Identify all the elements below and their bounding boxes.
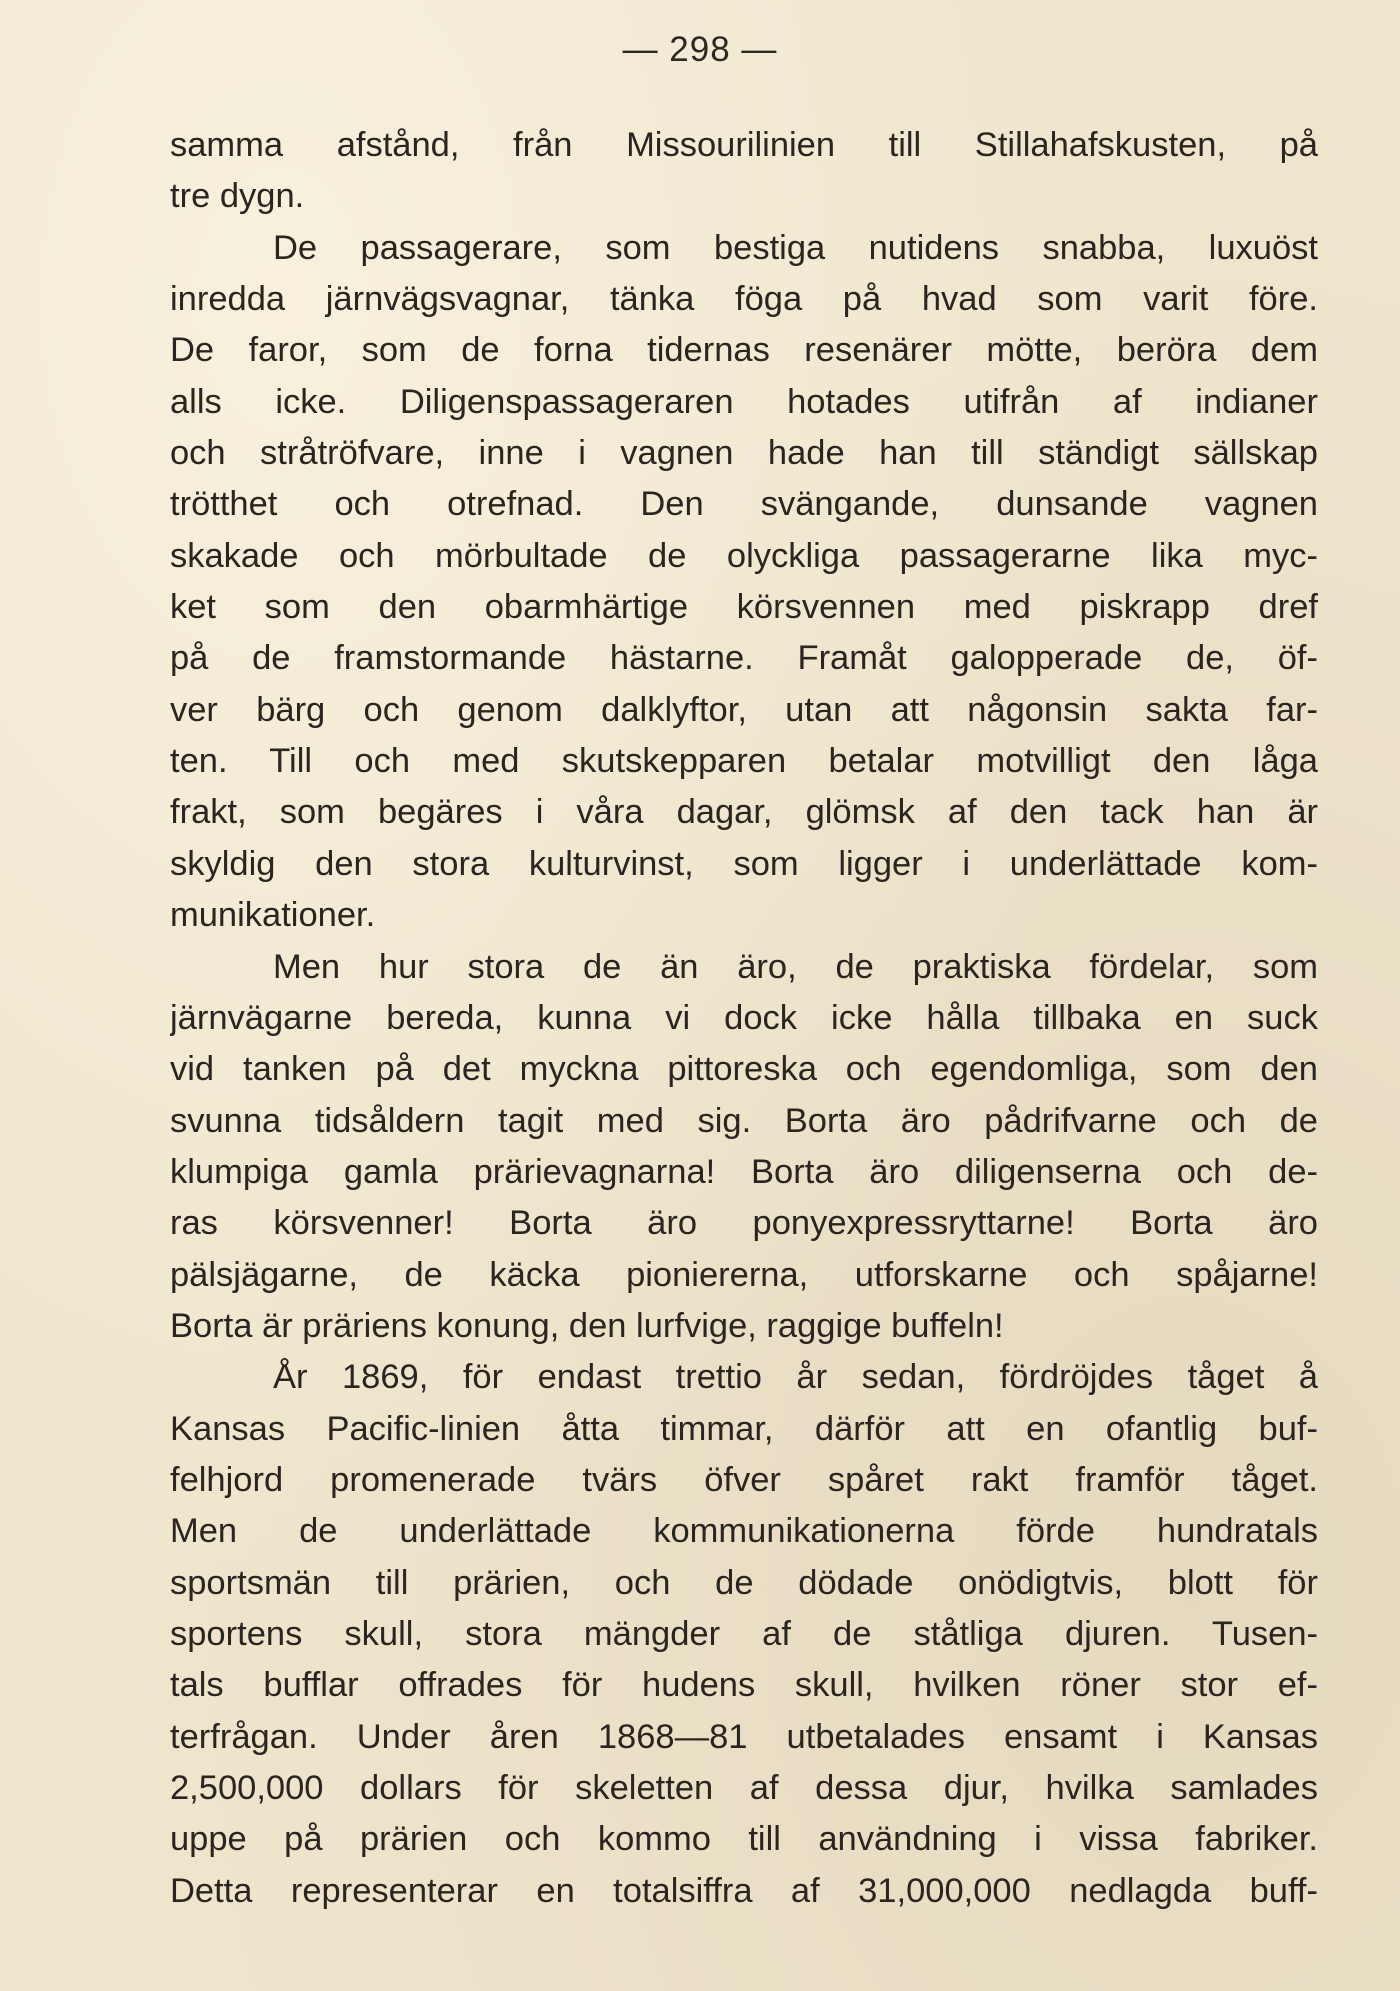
text-line: År 1869, för endast trettio år sedan, fördröjdes tåget å	[273, 1358, 1318, 1397]
text-line: alls icke. Diligenspassageraren hotades utifrån af indianer	[170, 382, 1318, 421]
text-line: frakt, som begäres i våra dagar, glömsk af den tack han är	[170, 793, 1318, 832]
text-line: samma afstånd, från Missourilinien till Stillahafskusten, på	[170, 126, 1318, 164]
text-line: och stråtröfvare, inne i vagnen hade han till ständigt sällskap	[170, 434, 1318, 473]
text-line: på de framstormande hästarne. Framåt galopperade de, öf-	[170, 639, 1318, 678]
text-line: inredda järnvägsvagnar, tänka föga på hvad som varit före.	[170, 280, 1318, 319]
text-line: klumpiga gamla prärievagnarna! Borta äro diligenserna och de-	[170, 1152, 1318, 1191]
text-line: ket som den obarmhärtige körsvennen med piskrapp dref	[170, 588, 1318, 627]
text-line: terfrågan. Under åren 1868—81 utbetalades ensamt i Kansas	[170, 1717, 1318, 1756]
text-line: järnvägarne bereda, kunna vi dock icke hålla tillbaka en suck	[170, 998, 1318, 1037]
text-line: felhjord promenerade tvärs öfver spåret rakt framför tåget.	[170, 1460, 1318, 1499]
text-line: ras körsvenner! Borta äro ponyexpressryttarne! Borta äro	[170, 1204, 1318, 1243]
text-line: 2,500,000 dollars för skeletten af dessa djur, hvilka samlades	[170, 1769, 1318, 1807]
text-line: De passagerare, som bestiga nutidens snabba, luxuöst	[273, 228, 1318, 267]
text-line: munikationer.	[170, 896, 376, 935]
page-number: — 298 —	[622, 30, 778, 69]
text-line: Men hur stora de än äro, de praktiska fördelar, som	[273, 947, 1318, 986]
text-line: Men de underlättade kommunikationerna förde hundratals	[170, 1512, 1318, 1551]
text-line: skakade och mörbultade de olyckliga passagerarne lika myc-	[170, 536, 1318, 575]
body-text	[170, 120, 1318, 1917]
text-line: Borta är präriens konung, den lurfvige, raggige buffeln!	[170, 1306, 1004, 1345]
text-line: Detta representerar en totalsiffra af 31,000,000 nedlagda buff-	[170, 1871, 1318, 1910]
text-line: sportens skull, stora mängder af de ståtliga djuren. Tusen-	[170, 1614, 1318, 1653]
text-line: Kansas Pacific-linien åtta timmar, därför att en ofantlig buf-	[170, 1409, 1318, 1448]
text-line: trötthet och otrefnad. Den svängande, dunsande vagnen	[170, 485, 1318, 524]
text-line: tals bufflar offrades för hudens skull, hvilken röner stor ef-	[170, 1666, 1318, 1705]
text-line: uppe på prärien och kommo till användning i vissa fabriker.	[170, 1820, 1318, 1859]
text-line: ten. Till och med skutskepparen betalar motvilligt den låga	[170, 742, 1318, 781]
text-line: pälsjägarne, de käcka pioniererna, utforskarne och spåjarne!	[170, 1255, 1318, 1294]
text-line: sportsmän till prärien, och de dödade onödigtvis, blott för	[170, 1563, 1318, 1602]
text-line: vid tanken på det myckna pittoreska och egendomliga, som den	[170, 1050, 1318, 1089]
text-line: tre dygn.	[170, 177, 305, 216]
text-line: De faror, som de forna tidernas resenärer mötte, beröra dem	[170, 331, 1318, 370]
text-line: skyldig den stora kulturvinst, som ligger i underlättade kom-	[170, 844, 1318, 883]
text-line: svunna tidsåldern tagit med sig. Borta äro pådrifvarne och de	[170, 1101, 1318, 1140]
text-line: ver bärg och genom dalklyftor, utan att någonsin sakta far-	[170, 690, 1318, 729]
